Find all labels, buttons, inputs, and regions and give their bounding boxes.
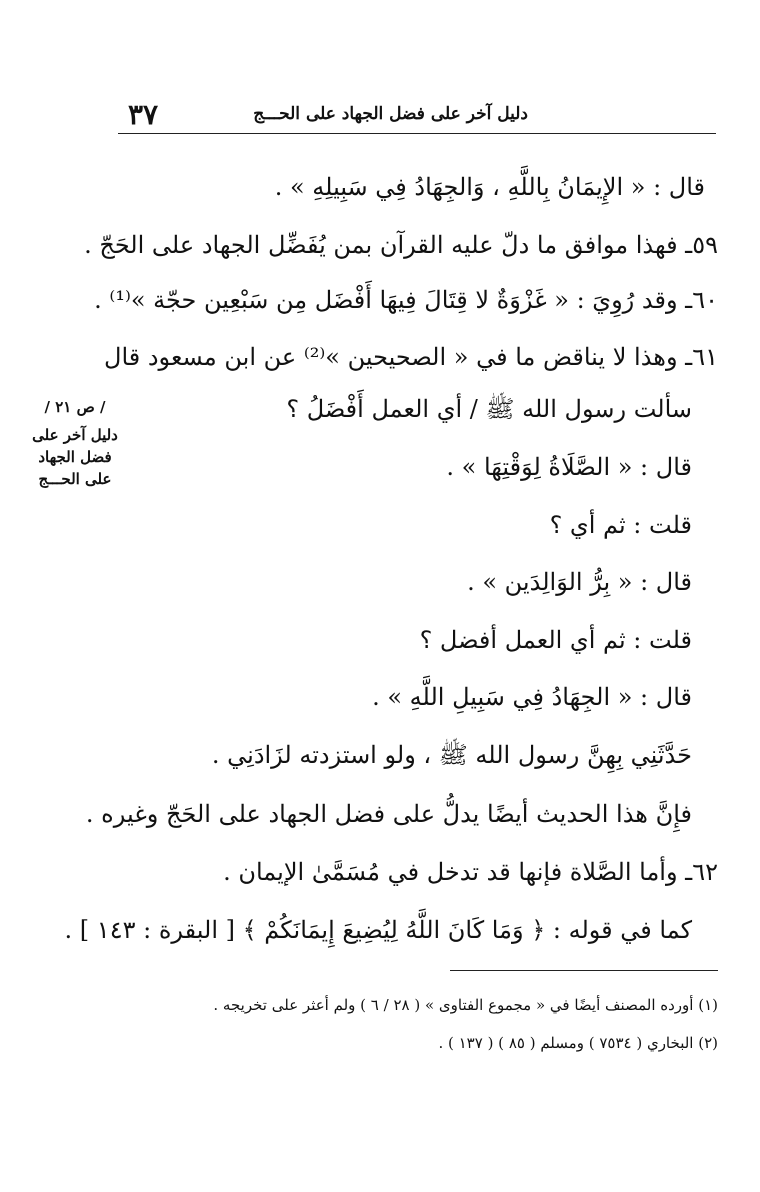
margin-title: دليل آخر على فضل الجهاد على الحـــج	[32, 426, 118, 488]
text-line: سألت رسول الله ﷺ / أي العمل أَفْضَلُ ؟	[286, 395, 692, 423]
text-line: قال : « الصَّلَاةُ لِوَقْتِهَا » .	[446, 453, 692, 481]
text-line: قال : « الإِيمَانُ بِاللَّهِ ، وَالجِهَادُ فِي سَبِيلِهِ » .	[274, 173, 705, 201]
header-rule	[118, 133, 716, 134]
footnote: (١) أورده المصنف أيضًا في « مجموع الفتاوى » ( ٢٨ / ٦ ) ولم أعثر على تخريجه .	[213, 996, 718, 1014]
text-line: حَدَّثَنِي بِهِنَّ رسول الله ﷺ ، ولو استزدته لزَادَنِي .	[211, 741, 692, 769]
text-line: قلت : ثم أي العمل أفضل ؟	[419, 626, 692, 654]
margin-page-ref: / ص ٢١ /	[44, 398, 106, 416]
text-line: ٦٠ـ وقد رُوِيَ : « غَزْوَةٌ لا قِتَالَ فِيهَا أَفْضَل مِن سَبْعِين حجّة »⁽¹⁾ .	[94, 286, 718, 314]
text-line: قلت : ثم أي ؟	[549, 511, 692, 539]
text-line: قال : « الجِهَادُ فِي سَبِيلِ اللَّهِ » .	[372, 683, 692, 711]
footnote-rule	[450, 970, 718, 971]
text-line: ٦٢ـ وأما الصَّلاة فإنها قد تدخل في مُسَمَّىٰ الإيمان .	[223, 858, 718, 886]
text-line: قال : « بِرُّ الوَالِدَين » .	[467, 568, 692, 596]
page-number: ٣٧	[128, 98, 159, 131]
page-header	[118, 100, 718, 130]
running-title: دليل آخر على فضل الجهاد على الحـــج	[253, 104, 528, 124]
margin-note	[28, 396, 122, 490]
text-line: فإِنَّ هذا الحديث أيضًا يدلُّ على فضل الجهاد على الحَجّ وغيره .	[85, 800, 692, 828]
text-line: ٦١ـ وهذا لا يناقض ما في « الصحيحين »⁽²⁾ عن ابن مسعود قال	[104, 343, 718, 371]
text-line: كما في قوله : ﴿ وَمَا كَانَ اللَّهُ لِيُضِيعَ إِيمَانَكُمْ ﴾ [ البقرة : ١٤٣ ] .	[64, 916, 692, 944]
footnote: (٢) البخاري ( ٧٥٣٤ ) ومسلم ( ٨٥ ) ( ١٣٧ ) .	[438, 1034, 718, 1052]
text-line: ٥٩ـ فهذا موافق ما دلّ عليه القرآن بمن يُفَضِّل الجهاد على الحَجّ .	[84, 231, 718, 259]
